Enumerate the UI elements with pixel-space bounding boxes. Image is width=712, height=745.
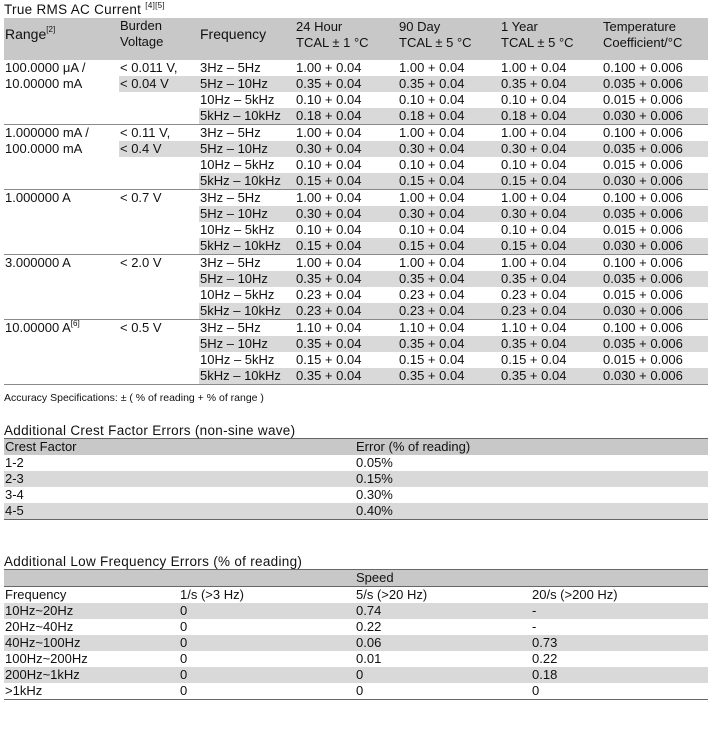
burden-cell bbox=[119, 303, 199, 320]
table-row bbox=[4, 125, 708, 142]
burden-cell bbox=[119, 238, 199, 255]
lowfreq-header-row bbox=[4, 587, 708, 604]
lf-20s-cell: 0.73 bbox=[531, 635, 708, 651]
header-90d: 90 Day TCAL ± 5 °C bbox=[398, 18, 500, 60]
spec-24h-cell: 0.23 + 0.04 bbox=[296, 287, 362, 302]
frequency-cell: 3Hz – 5Hz bbox=[200, 320, 261, 335]
temp-coef-cell: 0.100 + 0.006 bbox=[603, 125, 683, 140]
lowfreq-body bbox=[4, 603, 708, 700]
table-row bbox=[4, 271, 708, 287]
range-cell: 1.000000 A bbox=[4, 190, 119, 207]
spec-90d-cell: 0.35 + 0.04 bbox=[398, 336, 500, 352]
header-range: Range[2] bbox=[4, 18, 119, 60]
lowfreq-header-frequency: Frequency bbox=[4, 587, 179, 604]
table-row bbox=[4, 455, 708, 471]
spec-1y-cell: 0.30 + 0.04 bbox=[500, 206, 602, 222]
lowfreq-header-1s: 1/s (>3 Hz) bbox=[179, 587, 355, 604]
frequency-cell: 3Hz – 5Hz bbox=[200, 125, 261, 140]
range-cell bbox=[4, 222, 119, 238]
lf-5s-cell: 0 bbox=[355, 667, 531, 683]
burden-cell: < 0.4 V bbox=[119, 141, 199, 157]
burden-cell bbox=[119, 206, 199, 222]
temp-coef-cell: 0.035 + 0.006 bbox=[602, 141, 708, 157]
lf-frequency-cell: 40Hz~100Hz bbox=[4, 635, 179, 651]
range-cell bbox=[4, 336, 119, 352]
range-cell: 10.00000 mA bbox=[4, 76, 119, 92]
spec-1y-cell: 0.35 + 0.04 bbox=[500, 336, 602, 352]
frequency-cell: 5kHz – 10kHz bbox=[199, 368, 295, 385]
temp-coef-cell: 0.035 + 0.006 bbox=[602, 336, 708, 352]
lf-20s-cell: 0.18 bbox=[531, 667, 708, 683]
temp-coef-cell: 0.035 + 0.006 bbox=[602, 76, 708, 92]
ac-current-table bbox=[4, 18, 708, 385]
frequency-cell: 3Hz – 5Hz bbox=[200, 60, 261, 75]
spec-1y-cell: 1.00 + 0.04 bbox=[501, 255, 567, 270]
lf-frequency-cell: >1kHz bbox=[4, 683, 179, 700]
section-title-ac-current bbox=[4, 2, 708, 18]
frequency-cell: 10Hz – 5kHz bbox=[200, 352, 275, 367]
range-cell bbox=[4, 157, 119, 173]
spec-24h-cell: 0.35 + 0.04 bbox=[295, 76, 398, 92]
spec-1y-cell: 0.30 + 0.04 bbox=[500, 141, 602, 157]
table-row bbox=[4, 683, 708, 700]
lowfreq-header-5s: 5/s (>20 Hz) bbox=[355, 587, 531, 604]
table-row bbox=[4, 60, 708, 76]
range-cell bbox=[4, 238, 119, 255]
lf-frequency-cell: 100Hz~200Hz bbox=[5, 651, 88, 666]
lf-20s-cell: - bbox=[532, 619, 537, 634]
spec-24h-cell: 0.15 + 0.04 bbox=[296, 352, 362, 367]
temp-coef-cell: 0.015 + 0.006 bbox=[603, 352, 683, 367]
spec-1y-cell: 1.10 + 0.04 bbox=[501, 320, 567, 335]
spec-1y-cell: 0.35 + 0.04 bbox=[500, 368, 602, 385]
spec-90d-cell: 1.00 + 0.04 bbox=[399, 255, 465, 270]
spec-90d-cell: 0.30 + 0.04 bbox=[398, 206, 500, 222]
table-row bbox=[4, 157, 708, 173]
spec-90d-cell: 0.10 + 0.04 bbox=[399, 92, 465, 107]
range-cell bbox=[4, 206, 119, 222]
burden-cell: < 0.5 V bbox=[119, 320, 199, 337]
spec-1y-cell: 1.00 + 0.04 bbox=[501, 190, 567, 205]
temp-coef-cell: 0.015 + 0.006 bbox=[603, 287, 683, 302]
spec-24h-cell: 1.00 + 0.04 bbox=[296, 60, 362, 75]
spec-1y-cell: 0.15 + 0.04 bbox=[501, 352, 567, 367]
spec-90d-cell: 0.23 + 0.04 bbox=[398, 303, 500, 320]
spec-1y-cell: 0.23 + 0.04 bbox=[500, 303, 602, 320]
spec-90d-cell: 0.15 + 0.04 bbox=[398, 173, 500, 190]
table-row bbox=[4, 173, 708, 190]
lf-20s-cell: - bbox=[531, 603, 708, 619]
frequency-cell: 3Hz – 5Hz bbox=[200, 190, 261, 205]
crest-header-error: Error (% of reading) bbox=[355, 439, 708, 456]
crest-factor-cell: 1-2 bbox=[5, 455, 24, 470]
spec-24h-cell: 0.10 + 0.04 bbox=[296, 222, 362, 237]
temp-coef-cell: 0.035 + 0.006 bbox=[602, 206, 708, 222]
lf-1s-cell: 0 bbox=[180, 619, 188, 634]
frequency-cell: 5kHz – 10kHz bbox=[199, 173, 295, 190]
section-title-crest: Additional Crest Factor Errors (non-sine wave) bbox=[4, 423, 296, 438]
table-row bbox=[4, 303, 708, 320]
range-cell: 10.00000 A[6] bbox=[4, 320, 119, 337]
spec-90d-cell: 1.00 + 0.04 bbox=[399, 60, 465, 75]
crest-error-cell: 0.30% bbox=[356, 487, 393, 502]
temp-coef-cell: 0.015 + 0.006 bbox=[603, 157, 683, 172]
spec-24h-cell: 0.10 + 0.04 bbox=[296, 157, 362, 172]
frequency-cell: 5Hz – 10Hz bbox=[199, 271, 295, 287]
spec-1y-cell: 0.10 + 0.04 bbox=[501, 157, 567, 172]
lf-5s-cell: 0 bbox=[355, 683, 531, 700]
ac-current-body bbox=[4, 60, 708, 385]
lf-5s-cell: 0.22 bbox=[356, 619, 382, 634]
spec-24h-cell: 1.00 + 0.04 bbox=[296, 125, 362, 140]
temp-coef-cell: 0.030 + 0.006 bbox=[602, 238, 708, 255]
table-row bbox=[4, 108, 708, 125]
spec-24h-cell: 0.18 + 0.04 bbox=[295, 108, 398, 125]
temp-coef-cell: 0.100 + 0.006 bbox=[603, 60, 683, 75]
table-row bbox=[4, 368, 708, 385]
lowfreq-header-20s: 20/s (>200 Hz) bbox=[531, 587, 708, 604]
spec-90d-cell: 1.10 + 0.04 bbox=[399, 320, 465, 335]
table-row bbox=[4, 471, 708, 487]
table-row bbox=[4, 503, 708, 520]
table-row bbox=[4, 92, 708, 108]
table-row bbox=[4, 352, 708, 368]
range-cell bbox=[4, 352, 119, 368]
frequency-cell: 5kHz – 10kHz bbox=[199, 238, 295, 255]
temp-coef-cell: 0.015 + 0.006 bbox=[603, 222, 683, 237]
header-burden: Burden Voltage bbox=[119, 18, 199, 60]
spec-1y-cell: 0.18 + 0.04 bbox=[500, 108, 602, 125]
burden-cell: < 0.011 V, bbox=[119, 60, 199, 76]
range-cell: 1.000000 mA / bbox=[4, 125, 119, 142]
temp-coef-cell: 0.100 + 0.006 bbox=[603, 255, 683, 270]
lf-1s-cell: 0 bbox=[179, 603, 355, 619]
crest-header-factor: Crest Factor bbox=[4, 439, 355, 456]
temp-coef-cell: 0.030 + 0.006 bbox=[602, 108, 708, 125]
spec-24h-cell: 0.15 + 0.04 bbox=[295, 238, 398, 255]
crest-error-cell: 0.05% bbox=[356, 455, 393, 470]
burden-cell bbox=[119, 222, 199, 238]
crest-factor-cell: 2-3 bbox=[4, 471, 355, 487]
temp-coef-cell: 0.035 + 0.006 bbox=[602, 271, 708, 287]
title-footnote: [4][5] bbox=[145, 1, 165, 10]
frequency-cell: 5Hz – 10Hz bbox=[199, 76, 295, 92]
lowfreq-speed-row bbox=[4, 570, 708, 587]
table-row bbox=[4, 336, 708, 352]
lf-frequency-cell: 200Hz~1kHz bbox=[4, 667, 179, 683]
burden-cell bbox=[119, 287, 199, 303]
burden-cell bbox=[119, 368, 199, 385]
spec-24h-cell: 1.00 + 0.04 bbox=[296, 190, 362, 205]
table-row bbox=[4, 651, 708, 667]
spec-1y-cell: 1.00 + 0.04 bbox=[501, 60, 567, 75]
frequency-cell: 5kHz – 10kHz bbox=[199, 108, 295, 125]
range-cell bbox=[4, 368, 119, 385]
frequency-cell: 10Hz – 5kHz bbox=[200, 287, 275, 302]
spec-24h-cell: 0.30 + 0.04 bbox=[295, 141, 398, 157]
spec-1y-cell: 0.15 + 0.04 bbox=[500, 173, 602, 190]
table-row bbox=[4, 238, 708, 255]
table-row bbox=[4, 635, 708, 651]
range-cell bbox=[4, 92, 119, 108]
temp-coef-cell: 0.100 + 0.006 bbox=[603, 320, 683, 335]
temp-coef-cell: 0.030 + 0.006 bbox=[602, 173, 708, 190]
spec-1y-cell: 0.35 + 0.04 bbox=[500, 271, 602, 287]
header-24h: 24 Hour TCAL ± 1 °C bbox=[295, 18, 398, 60]
spec-90d-cell: 0.15 + 0.04 bbox=[398, 238, 500, 255]
accuracy-note: Accuracy Specifications: ± ( % of reading + % of range ) bbox=[4, 392, 264, 404]
spec-24h-cell: 0.35 + 0.04 bbox=[295, 271, 398, 287]
spec-90d-cell: 0.35 + 0.04 bbox=[398, 271, 500, 287]
table-row bbox=[4, 190, 708, 207]
burden-cell bbox=[119, 173, 199, 190]
crest-body bbox=[4, 455, 708, 520]
lf-1s-cell: 0 bbox=[180, 651, 188, 666]
spec-90d-cell: 0.30 + 0.04 bbox=[398, 141, 500, 157]
table-row bbox=[4, 487, 708, 503]
lf-20s-cell: 0 bbox=[531, 683, 708, 700]
crest-error-cell: 0.15% bbox=[355, 471, 708, 487]
temp-coef-cell: 0.030 + 0.006 bbox=[602, 303, 708, 320]
spec-90d-cell: 0.23 + 0.04 bbox=[399, 287, 465, 302]
lowfreq-table bbox=[4, 569, 708, 700]
table-row bbox=[4, 255, 708, 272]
section-title-lowfreq: Additional Low Frequency Errors (% of reading) bbox=[4, 554, 303, 569]
spec-1y-cell: 0.15 + 0.04 bbox=[500, 238, 602, 255]
spec-90d-cell: 0.10 + 0.04 bbox=[399, 222, 465, 237]
frequency-cell: 10Hz – 5kHz bbox=[200, 157, 275, 172]
spec-1y-cell: 0.10 + 0.04 bbox=[501, 222, 567, 237]
header-frequency: Frequency bbox=[199, 18, 295, 60]
table-row bbox=[4, 603, 708, 619]
spec-1y-cell: 0.35 + 0.04 bbox=[500, 76, 602, 92]
burden-cell bbox=[119, 92, 199, 108]
table-row bbox=[4, 206, 708, 222]
lf-5s-cell: 0.01 bbox=[356, 651, 382, 666]
range-cell bbox=[4, 303, 119, 320]
table-row bbox=[4, 287, 708, 303]
frequency-cell: 5Hz – 10Hz bbox=[199, 336, 295, 352]
lf-frequency-cell: 10Hz~20Hz bbox=[4, 603, 179, 619]
table-row bbox=[4, 667, 708, 683]
header-row bbox=[4, 18, 708, 60]
spec-90d-cell: 0.18 + 0.04 bbox=[398, 108, 500, 125]
frequency-cell: 5Hz – 10Hz bbox=[199, 141, 295, 157]
spec-1y-cell: 0.23 + 0.04 bbox=[501, 287, 567, 302]
table-row bbox=[4, 141, 708, 157]
burden-cell bbox=[119, 352, 199, 368]
spec-90d-cell: 0.35 + 0.04 bbox=[398, 76, 500, 92]
table-row bbox=[4, 320, 708, 337]
frequency-cell: 3Hz – 5Hz bbox=[200, 255, 261, 270]
table-row bbox=[4, 76, 708, 92]
lowfreq-speed-label: Speed bbox=[355, 570, 531, 587]
lf-1s-cell: 0 bbox=[179, 683, 355, 700]
spec-90d-cell: 0.15 + 0.04 bbox=[399, 352, 465, 367]
burden-cell bbox=[119, 108, 199, 125]
burden-cell: < 0.04 V bbox=[119, 76, 199, 92]
range-cell bbox=[4, 108, 119, 125]
spec-24h-cell: 0.35 + 0.04 bbox=[295, 336, 398, 352]
spec-24h-cell: 1.10 + 0.04 bbox=[296, 320, 362, 335]
lf-1s-cell: 0 bbox=[179, 635, 355, 651]
range-cell bbox=[4, 287, 119, 303]
header-1y: 1 Year TCAL ± 5 °C bbox=[500, 18, 602, 60]
spec-24h-cell: 0.10 + 0.04 bbox=[296, 92, 362, 107]
spec-90d-cell: 0.10 + 0.04 bbox=[399, 157, 465, 172]
lf-5s-cell: 0.74 bbox=[355, 603, 531, 619]
temp-coef-cell: 0.100 + 0.006 bbox=[603, 190, 683, 205]
burden-cell bbox=[119, 336, 199, 352]
header-temp: Temperature Coefficient/°C bbox=[602, 18, 708, 60]
spec-90d-cell: 1.00 + 0.04 bbox=[399, 125, 465, 140]
crest-error-cell: 0.40% bbox=[355, 503, 708, 520]
lf-20s-cell: 0.22 bbox=[532, 651, 558, 666]
frequency-cell: 10Hz – 5kHz bbox=[200, 222, 275, 237]
table-row bbox=[4, 619, 708, 635]
temp-coef-cell: 0.030 + 0.006 bbox=[602, 368, 708, 385]
lf-frequency-cell: 20Hz~40Hz bbox=[5, 619, 74, 634]
crest-table bbox=[4, 438, 708, 520]
range-cell bbox=[4, 173, 119, 190]
burden-cell: < 0.7 V bbox=[119, 190, 199, 207]
frequency-cell: 5Hz – 10Hz bbox=[199, 206, 295, 222]
spec-90d-cell: 0.35 + 0.04 bbox=[398, 368, 500, 385]
title-text: True RMS AC Current bbox=[4, 2, 142, 17]
crest-header-row bbox=[4, 439, 708, 456]
burden-cell: < 2.0 V bbox=[119, 255, 199, 272]
spec-24h-cell: 1.00 + 0.04 bbox=[296, 255, 362, 270]
lf-5s-cell: 0.06 bbox=[355, 635, 531, 651]
spec-document bbox=[4, 2, 708, 700]
crest-factor-cell: 4-5 bbox=[4, 503, 355, 520]
spec-1y-cell: 1.00 + 0.04 bbox=[501, 125, 567, 140]
burden-cell: < 0.11 V, bbox=[119, 125, 199, 142]
burden-cell bbox=[119, 271, 199, 287]
frequency-cell: 5kHz – 10kHz bbox=[199, 303, 295, 320]
spec-24h-cell: 0.30 + 0.04 bbox=[295, 206, 398, 222]
burden-cell bbox=[119, 157, 199, 173]
range-cell bbox=[4, 271, 119, 287]
lf-1s-cell: 0 bbox=[179, 667, 355, 683]
table-row bbox=[4, 222, 708, 238]
spec-1y-cell: 0.10 + 0.04 bbox=[501, 92, 567, 107]
spec-90d-cell: 1.00 + 0.04 bbox=[399, 190, 465, 205]
spec-24h-cell: 0.23 + 0.04 bbox=[295, 303, 398, 320]
range-cell: 100.0000 mA bbox=[4, 141, 119, 157]
range-cell: 3.000000 A bbox=[4, 255, 119, 272]
frequency-cell: 10Hz – 5kHz bbox=[200, 92, 275, 107]
crest-factor-cell: 3-4 bbox=[5, 487, 24, 502]
temp-coef-cell: 0.015 + 0.006 bbox=[603, 92, 683, 107]
spec-24h-cell: 0.35 + 0.04 bbox=[295, 368, 398, 385]
spec-24h-cell: 0.15 + 0.04 bbox=[295, 173, 398, 190]
range-cell: 100.0000 μA / bbox=[4, 60, 119, 76]
